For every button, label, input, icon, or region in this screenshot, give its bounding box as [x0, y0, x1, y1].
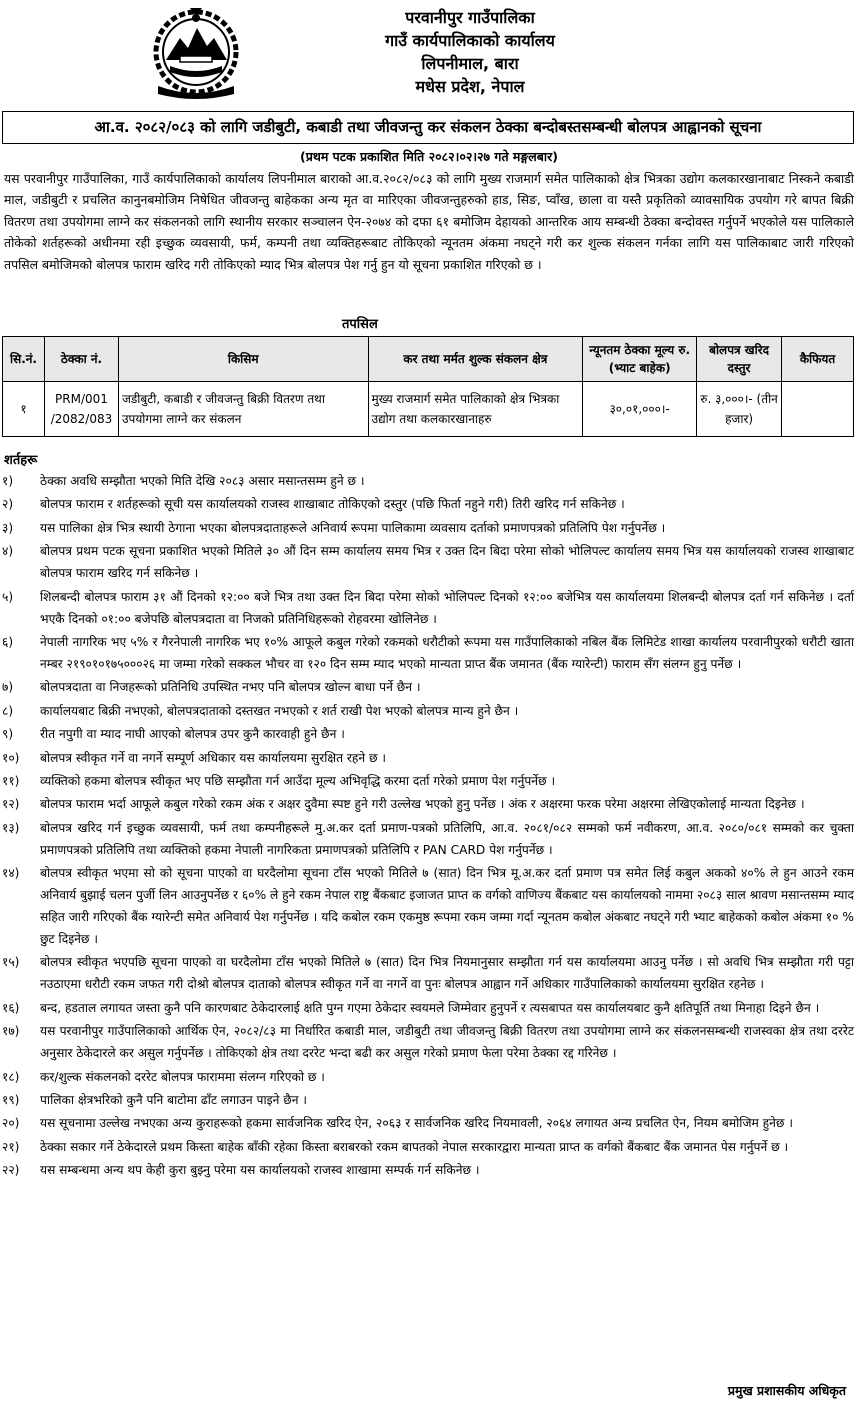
term-item — [2, 700, 854, 722]
col-min-value: न्यूनतम ठेक्का मूल्य रु. (भ्याट बाहेक) — [583, 337, 697, 382]
term-item — [2, 1112, 854, 1134]
term-number: ५) — [2, 589, 14, 604]
col-type: किसिम — [118, 337, 368, 382]
term-text: नेपाली नागरिक भए ५% र गैरनेपाली नागरिक भए १०% आफूले कबुल गरेको रकमको धरौटीको रूपमा यस गाउँपालिकाको नबिल बैंक लिमिटेड शाखा कार्यालय परवानीपुरको धरौटी खाता नम्बर २१९०१०१७५०००२६ मा जम्मा गरेको सक्कल भौचर वा १२० दिन सम्म म्याद भएको मान्यता प्राप्त बैंक जमानत (बैंक ग्यारेन्टी) फाराम सँग संलग्न हुनु पर्नेछ । — [40, 634, 854, 671]
term-item — [2, 631, 854, 675]
term-text: ठेक्का सकार गर्ने ठेकेदारले प्रथम किस्ता बाहेक बाँकी रहेका किस्ता बराबरको रकम बापतको नेपाल सरकारद्वारा मान्यता प्राप्त क वर्गको बैंकबाट बैंक जमानत पेस गर्नुपर्ने छ । — [40, 1139, 789, 1154]
term-item — [2, 1089, 854, 1111]
nepal-emblem-icon — [150, 4, 242, 104]
cell-sn: १ — [3, 382, 45, 437]
term-item — [2, 723, 854, 745]
term-number: २२) — [2, 1163, 20, 1178]
office-name: गाउँ कार्यपालिकाको कार्यालय — [385, 31, 555, 50]
schedule-heading: तपसिल — [342, 317, 378, 332]
term-number: २०) — [2, 1116, 20, 1131]
cell-contract-no: PRM/001 /2082/083 — [44, 382, 118, 437]
term-number: १४) — [2, 866, 20, 881]
cell-area: मुख्य राजमार्ग समेत पालिकाको क्षेत्र भित्रका उद्योग तथा कलकारखानाहरु — [368, 382, 583, 437]
term-item — [2, 793, 854, 815]
col-area: कर तथा मर्मत शुल्क संकलन क्षेत्र — [368, 337, 583, 382]
term-text: बोलपत्र स्वीकृत भएपछि सूचना पाएको वा घरदैलोमा टाँस भएको मितिले ७ (सात) दिन भित्र नियमानुसार सम्झौता गर्न यस कार्यालयमा आउनु पर्नेछ । सो अवधि भित्र सम्झौता गरी पट्टा नउठाएमा धरौटी रकम जफत गरी दोश्रो बोलपत्र दाताको बोलपत्र स्वीकृत गर्ने वा नगर्ने वा पुनः बोलपत्र आह्वान गर्ने अधिकार गाउँपालिकाको कार्यालयमा सुरक्षित रहनेछ । — [40, 955, 854, 992]
term-item — [2, 540, 854, 584]
col-fee: बोलपत्र खरिद दस्तुर — [697, 337, 782, 382]
term-number: ६) — [2, 634, 14, 649]
term-number: १६) — [2, 1000, 20, 1015]
term-text: यस परवानीपुर गाउँपालिकाको आर्थिक ऐन, २०८२/८३ मा निर्धारित कबाडी माल, जडीबुटी तथा जीवजन्तु बिक्री वितरण तथा उपयोगमा लाग्ने कर संकलनसम्बन्धी राजस्वका क्षेत्र तथा दररेट अनुसार ठेकेदारले कर असुल गर्नुपर्नेछ । तोकिएको क्षेत्र तथा दररेट भन्दा बढी कर असुल गरेको प्रमाण फेला परेमा ठेक्का रद्द गरिनेछ । — [40, 1024, 854, 1061]
cell-type: जडीबुटी, कबाडी र जीवजन्तु बिक्री वितरण तथा उपयोगमा लाग्ने कर संकलन — [118, 382, 368, 437]
terms-heading: शर्तहरू — [4, 453, 38, 468]
term-number: १५) — [2, 955, 20, 970]
term-number: १७) — [2, 1024, 20, 1039]
term-item — [2, 1020, 854, 1064]
cell-fee: रु. ३,०००।- (तीन हजार) — [697, 382, 782, 437]
term-text: बन्द, हडताल लगायत जस्ता कुनै पनि कारणबाट ठेकेदारलाई क्षति पुग्न गएमा ठेकेदार स्वयमले जिम्मेवार हुनुपर्ने र त्यसबापत यस कार्यालयबाट कुनै क्षतिपूर्ति तथा मिनाहा दिइने छैन । — [40, 1000, 820, 1015]
term-text: पालिका क्षेत्रभरिको कुनै पनि बाटोमा ढाँट लगाउन पाइने छैन । — [40, 1093, 308, 1108]
tender-table — [2, 336, 854, 437]
term-number: ४) — [2, 544, 14, 559]
term-item — [2, 517, 854, 539]
term-item — [2, 951, 854, 995]
term-item — [2, 676, 854, 698]
term-number: २) — [2, 497, 14, 512]
term-number: १८) — [2, 1069, 20, 1084]
term-number: ९) — [2, 727, 14, 742]
term-item — [2, 470, 854, 492]
term-item — [2, 862, 854, 950]
term-number: ११) — [2, 773, 20, 788]
intro-paragraph: यस परवानीपुर गाउँपालिका, गाउँ कार्यपालिकाको कार्यालय लिपनीमाल बाराको आ.व.२०८२/०८३ को लागि मुख्य राजमार्ग समेत पालिकाको क्षेत्र भित्रका उद्योग कलकारखानाबाट निस्कने कबाडी माल, जडीबुटी र प्रचलित कानुनबमोजिम निषेधित जीवजन्तु बाहेकका अन्य मृत वा मारिएका जीवजन्तुहरुको हाड, सिङ, प्वाँख, छाला वा यस्तै प्रकृतिको व्यावसायिक उपयोग गरे बापत बिक्री वितरण तथा उपयोगमा लाग्ने कर संकलनको लागि स्थानीय सरकार सञ्चालन ऐन-२०७४ को दफा ६१ बमोजिम देहायको आन्तरिक आय सम्बन्धी ठेक्का बन्दोवस्त गर्नुपर्ने भएकोले यस पालिकाले तोकेको शर्तहरूको अधीनमा रही इच्छुक व्यवसायी, फर्म, कम्पनी तथा व्यक्तिहरूबाट तोकिएको न्यूनतम अंकमा नघट्ने गरी कर शुल्क संकलन गर्नका लागि यस पालिकाबाट जारी गरिएको तपसिल बमोजिमको बोलपत्र फाराम खरिद गरी तोकिएको म्याद भित्र बोलपत्र पेश गर्नु हुन यो सूचना प्रकाशित गरिएको छ । — [4, 171, 854, 272]
municipality-name: परवानीपुर गाउँपालिका — [405, 8, 535, 27]
terms-list — [2, 470, 854, 1183]
term-item — [2, 747, 854, 769]
term-text: ठेक्का अवधि सम्झौता भएको मिति देखि २०८३ असार मसान्तसम्म हुने छ । — [40, 474, 365, 488]
office-location: लिपनीमाल, बारा — [421, 54, 519, 73]
term-number: ३) — [2, 520, 14, 535]
notice-title: आ.व. २०८२/०८३ को लागि जडीबुटी, कबाडी तथा जीवजन्तु कर संकलन ठेक्का बन्दोबस्तसम्बन्धी बोलपत्र आह्वानको सूचना — [2, 111, 854, 144]
term-number: १०) — [2, 750, 20, 765]
office-header — [250, 6, 690, 98]
term-item — [2, 1136, 854, 1158]
table-row — [3, 382, 854, 437]
cell-min-value: ३०,०१,०००।- — [583, 382, 697, 437]
term-item — [2, 1159, 854, 1181]
table-header-row — [3, 337, 854, 382]
term-text: बोलपत्र फाराम र शर्तहरूको सूची यस कार्यालयको राजस्व शाखाबाट तोकिएको दस्तुर (पछि फिर्ता नहुने गरी) तिरी खरिद गर्न सकिनेछ । — [40, 497, 625, 512]
term-item — [2, 817, 854, 861]
term-text: बोलपत्रदाता वा निजहरूको प्रतिनिधि उपस्थित नभए पनि बोलपत्र खोल्न बाधा पर्ने छैन । — [40, 680, 421, 695]
term-item — [2, 770, 854, 792]
term-number: १३) — [2, 820, 20, 835]
term-item — [2, 997, 854, 1019]
col-sn: सि.नं. — [3, 337, 45, 382]
term-item — [2, 493, 854, 515]
publication-date: (प्रथम पटक प्रकाशित मिति २०८२।०२।२७ गते मङ्गलबार) — [300, 149, 558, 164]
header — [0, 0, 858, 108]
province-country: मधेस प्रदेश, नेपाल — [415, 77, 525, 96]
term-text: यस सम्बन्धमा अन्य थप केही कुरा बुझ्नु परेमा यस कार्यालयको राजस्व शाखामा सम्पर्क गर्न सकिनेछ । — [40, 1163, 480, 1178]
term-text: बोलपत्र खरिद गर्न इच्छुक व्यवसायी, फर्म तथा कम्पनीहरूले मु.अ.कर दर्ता प्रमाण-पत्रको प्रतिलिपि, आ.व. २०८१/०८२ सम्मको फर्म नवीकरण, आ.व. २०८०/०८१ सम्मको कर चुक्ता प्रमाणपत्रको प्रतिलिपि तथा व्यक्तिको हकमा नेपाली नागरिकता प्रमाणपत्रको प्रतिलिपि र PAN CARD पेश गर्नुपर्नेछ । — [40, 820, 854, 857]
term-item — [2, 1066, 854, 1088]
term-text: कार्यालयबाट बिक्री नभएको, बोलपत्रदाताको दस्तखत नभएको र शर्त राखी पेश भएको बोलपत्र मान्य हुने छैन । — [40, 703, 519, 718]
signature-title: प्रमुख प्रशासकीय अधिकृत — [727, 1383, 846, 1398]
col-contract-no: ठेक्का नं. — [44, 337, 118, 382]
term-number: १९) — [2, 1093, 20, 1108]
term-text: बोलपत्र स्वीकृत भएमा सो को सूचना पाएको वा घरदैलोमा सूचना टाँस भएको मितिले ७ (सात) दिन भित्र मू.अ.कर दर्ता प्रमाण पत्र समेत लिई कबुल अकको ४०% ले हुन आउने रकम अनिवार्य बुझाई चलन पुर्जी लिन आउनुपर्नेछ र ६०% ले हुने रकम नेपाल राष्ट्र बैंकबाट इजाजत प्राप्त क वर्गको वाणिज्य बैंकबाट यस कार्यालयको नाममा २०८३ साल श्रावण मसान्तसम्म म्याद सहित जारी गरिएको बैंक ग्यारेन्टी समेत अनिवार्य पेश गर्नुपर्नेछ । यदि कबोल रकम एकमुष्ठ रूपमा रकम जम्मा गर्दा न्यूनतम कबोल अंकबाट नघट्ने गरी भ्याट बाहेकको कबोल अंकमा १० % छुट दिइनेछ । — [40, 866, 854, 947]
term-number: १२) — [2, 797, 20, 812]
cell-remarks — [782, 382, 854, 437]
term-text: कर/शुल्क संकलनको दररेट बोलपत्र फाराममा संलग्न गरिएको छ । — [40, 1069, 325, 1084]
term-number: ८) — [2, 703, 14, 718]
term-number: २१) — [2, 1139, 20, 1154]
term-item — [2, 586, 854, 630]
term-text: यस पालिका क्षेत्र भित्र स्थायी ठेगाना भएका बोलपत्रदाताहरूले अनिवार्य रूपमा पालिकामा व्यवसाय दर्ताको प्रमाणपत्रको प्रतिलिपि पेश गर्नुपर्नेछ । — [40, 520, 666, 535]
term-text: यस सूचनामा उल्लेख नभएका अन्य कुराहरूको हकमा सार्वजनिक खरिद ऐन, २०६३ र सार्वजनिक खरिद नियमावली, २०६४ लगायत अन्य प्रचलित ऐन, नियम बमोजिम हुनेछ । — [40, 1116, 793, 1131]
term-number: ७) — [2, 680, 14, 695]
term-text: बोलपत्र प्रथम पटक सूचना प्रकाशित भएको मितिले ३० औं दिन सम्म कार्यालय समय भित्र र उक्त दिन बिदा परेमा सोको भोलिपल्ट कार्यालय समय भित्र यस कार्यालयको राजस्व शाखाबाट बोलपत्र फाराम खरिद गर्न सकिनेछ । — [40, 544, 854, 581]
term-text: बोलपत्र स्वीकृत गर्ने वा नगर्ने सम्पूर्ण अधिकार यस कार्यालयमा सुरक्षित रहने छ । — [40, 750, 387, 765]
term-text: व्यक्तिको हकमा बोलपत्र स्वीकृत भए पछि सम्झौता गर्न आउँदा मूल्य अभिवृद्धि करमा दर्ता गरेको प्रमाण पेश गर्नुपर्नेछ । — [40, 773, 556, 788]
term-text: शिलबन्दी बोलपत्र फाराम ३१ औं दिनको १२:०० बजे भित्र तथा उक्त दिन बिदा परेमा सोको भोलिपल्ट दिनको १२:०० बजेभित्र यस कार्यालयमा शिलबन्दी बोलपत्र दर्ता गर्न सकिनेछ । दर्ता भएकै दिनको ०१:०० बजेपछि बोलपत्रदाता वा निजको प्रतिनिधिहरूको रोहवरमा खोलिनेछ । — [40, 589, 854, 626]
term-text: बोलपत्र फाराम भर्दा आफूले कबुल गरेको रकम अंक र अक्षर दुवैमा स्पष्ट हुने गरी उल्लेख भएको हुनु पर्नेछ । अंक र अक्षरमा फरक परेमा अक्षरमा लेखिएकोलाई मान्यता दिइनेछ । — [40, 797, 805, 812]
term-text: रीत नपुगी वा म्याद नाघी आएको बोलपत्र उपर कुनै कारवाही हुने छैन । — [40, 727, 345, 742]
col-remarks: कैफियत — [782, 337, 854, 382]
term-number: १) — [2, 474, 14, 488]
